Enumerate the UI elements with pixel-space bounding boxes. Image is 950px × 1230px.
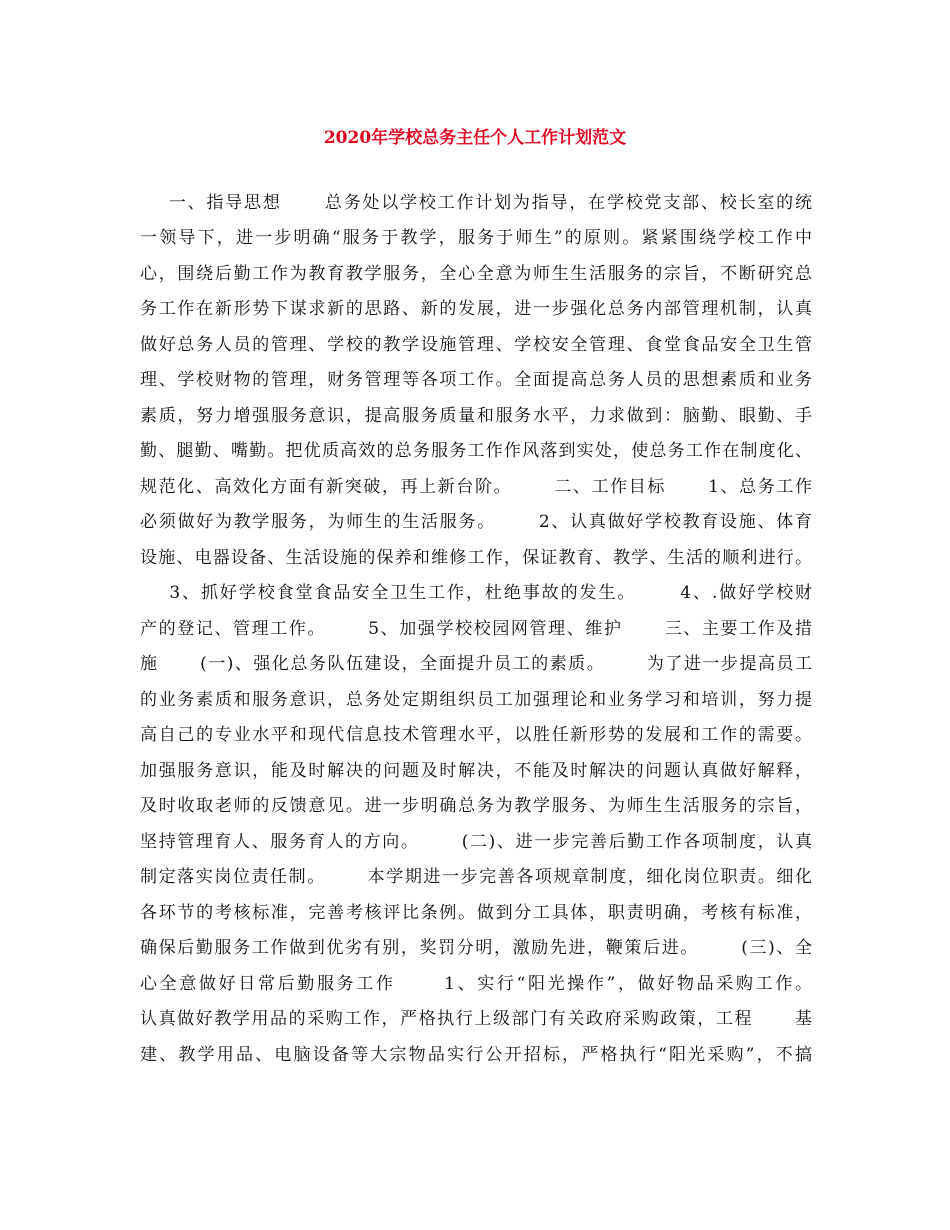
body-line: 产的登记、管理工作。 5、加强学校校园网管理、维护 三、主要工作及措 <box>140 619 812 639</box>
body-line: 理、学校财物的管理，财务管理等各项工作。全面提高总务人员的思想素质和业务 <box>140 370 812 390</box>
document-title: 2020年学校总务主任个人工作计划范文 <box>323 128 627 148</box>
body-line: 3、抓好学校食堂食品安全卫生工作，杜绝事故的发生。 4、.做好学校财 <box>140 583 812 603</box>
body-line: 加强服务意识，能及时解决的问题及时解决，不能及时解决的问题认真做好解释， <box>140 761 812 781</box>
body-line: 认真做好教学用品的采购工作，严格执行上级部门有关政府采购政策，工程 基 <box>140 1009 812 1029</box>
body-line: 必须做好为教学服务，为师生的生活服务。 2、认真做好学校教育设施、体育 <box>140 512 812 532</box>
body-line: 规范化、高效化方面有新突破，再上新台阶。 二、工作目标 1、总务工作 <box>140 477 812 497</box>
body-line: 确保后勤服务工作做到优劣有别，奖罚分明，激励先进，鞭策后进。 (三)、全 <box>140 938 812 958</box>
body-line: 勤、腿勤、嘴勤。把优质高效的总务服务工作作风落到实处，使总务工作在制度化、 <box>140 441 812 461</box>
body-line: 一、指导思想 总务处以学校工作计划为指导，在学校党支部、校长室的统 <box>140 193 812 213</box>
body-line: 务工作在新形势下谋求新的思路、新的发展，进一步强化总务内部管理机制，认真 <box>140 299 812 319</box>
body-line: 高自己的专业水平和现代信息技术管理水平，以胜任新形势的发展和工作的需要。 <box>140 725 812 745</box>
body-line: 心，围绕后勤工作为教育教学服务，全心全意为师生生活服务的宗旨，不断研究总 <box>140 264 812 284</box>
body-line: 制定落实岗位责任制。 本学期进一步完善各项规章制度，细化岗位职责。细化 <box>140 867 812 887</box>
body-line: 一领导下，进一步明确“服务于教学，服务于师生”的原则。紧紧围绕学校工作中 <box>140 228 812 248</box>
body-line: 心全意做好日常后勤服务工作 1、实行“阳光操作”，做好物品采购工作。 <box>140 974 812 994</box>
body-line: 坚持管理育人、服务育人的方向。 (二)、进一步完善后勤工作各项制度，认真 <box>140 832 812 852</box>
body-line: 的业务素质和服务意识，总务处定期组织员工加强理论和业务学习和培训，努力提 <box>140 690 812 710</box>
body-line: 做好总务人员的管理、学校的教学设施管理、学校安全管理、食堂食品安全卫生管 <box>140 335 812 355</box>
body-line: 各环节的考核标准，完善考核评比条例。做到分工具体，职责明确，考核有标准， <box>140 903 812 923</box>
body-line: 素质，努力增强服务意识，提高服务质量和服务水平，力求做到：脑勤、眼勤、手 <box>140 406 812 426</box>
body-line: 及时收取老师的反馈意见。进一步明确总务为教学服务、为师生生活服务的宗旨， <box>140 796 812 816</box>
body-line: 设施、电器设备、生活设施的保养和维修工作，保证教育、教学、生活的顺利进行。 <box>140 548 812 568</box>
body-line: 施 (一)、强化总务队伍建设，全面提升员工的素质。 为了进一步提高员工 <box>140 654 812 674</box>
body-line: 建、教学用品、电脑设备等大宗物品实行公开招标，严格执行“阳光采购”，不搞 <box>140 1045 812 1065</box>
